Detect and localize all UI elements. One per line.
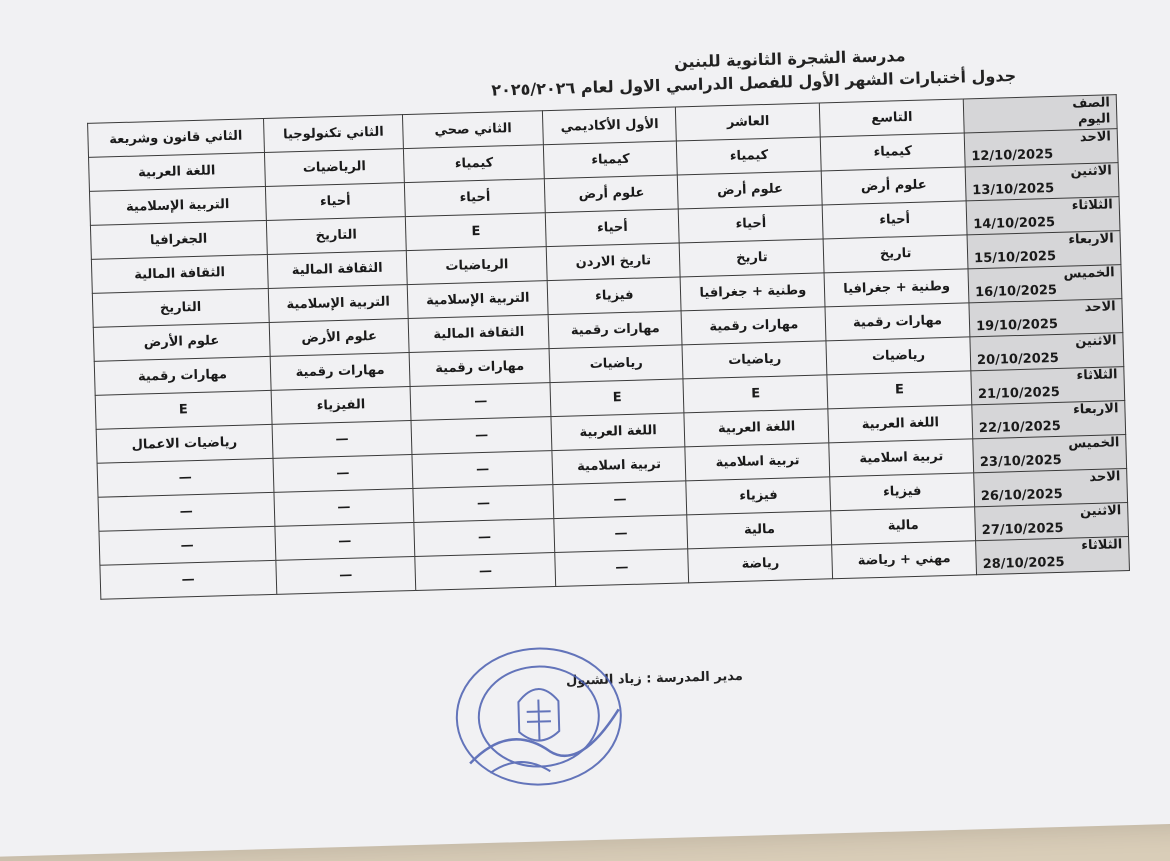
subject-cell: مهارات رقمية	[409, 349, 550, 387]
subject-cell: الفيزياء	[271, 387, 412, 425]
day-date-cell	[964, 129, 1118, 167]
subject-cell: كيمياء	[543, 141, 677, 179]
day-name: الاحد	[1079, 129, 1112, 146]
exam-date: 21/10/2025	[977, 384, 1061, 403]
day-date-cell	[966, 197, 1120, 235]
day-name: الاربعاء	[1068, 231, 1114, 248]
day-name: الاحد	[1084, 299, 1116, 316]
school-name: مدرسة الشجرة الثانوية للبنين	[673, 46, 906, 72]
subject-cell: رياضيات الاعمال	[96, 424, 272, 463]
day-date-cell	[972, 401, 1126, 439]
subject-cell: —	[554, 515, 688, 553]
document-body	[86, 40, 1140, 689]
column-header: الأول الأكاديمي	[542, 107, 676, 145]
exam-date: 19/10/2025	[975, 316, 1059, 335]
subject-cell: كيمياء	[677, 137, 822, 175]
subject-cell: —	[555, 549, 689, 587]
day-date-cell	[974, 469, 1128, 507]
subject-cell: —	[414, 519, 555, 557]
corner-grade-label: الصف	[1072, 95, 1111, 112]
exam-date: 26/10/2025	[980, 486, 1063, 505]
day-name: الاربعاء	[1072, 401, 1119, 418]
day-date-cell	[970, 333, 1124, 371]
subject-cell: —	[411, 417, 552, 455]
subject-cell: —	[274, 522, 415, 560]
subject-cell: التاريخ	[266, 217, 407, 255]
subject-cell: —	[413, 485, 554, 523]
subject-cell: —	[100, 560, 276, 599]
subject-cell: —	[98, 492, 274, 531]
subject-cell: مهارات رقمية	[681, 307, 826, 345]
exam-date: 12/10/2025	[971, 146, 1054, 165]
subject-cell: اللغة العربية	[551, 413, 685, 451]
day-name: الاثنين	[1075, 333, 1117, 350]
subject-cell: أحياء	[405, 179, 546, 217]
subject-cell: —	[272, 420, 413, 458]
subject-cell: التاريخ	[92, 288, 268, 327]
subject-cell: رياضيات	[549, 345, 683, 383]
subject-cell: E	[683, 375, 828, 413]
subject-cell: —	[415, 553, 556, 591]
exam-date: 22/10/2025	[978, 418, 1061, 437]
subject-cell: —	[410, 383, 551, 421]
day-date-cell	[967, 231, 1121, 269]
exam-date: 20/10/2025	[976, 350, 1060, 369]
subject-cell: تاريخ	[680, 239, 825, 277]
subject-cell: تاريخ	[823, 235, 968, 273]
column-header: الثاني صحي	[403, 111, 544, 149]
subject-cell: E	[95, 390, 271, 429]
exam-date: 23/10/2025	[979, 452, 1062, 471]
subject-cell: مهارات رقمية	[825, 303, 970, 341]
subject-cell: مهارات رقمية	[94, 356, 270, 395]
subject-cell: الثقافة المالية	[408, 315, 549, 353]
subject-cell: تربية اسلامية	[685, 443, 830, 481]
schedule-title: جدول أختبارات الشهر الأول للفصل الدراسي الاول لعام ٢٠٢٥/٢٠٢٦	[491, 65, 1017, 100]
subject-cell: الرياضيات	[407, 247, 548, 285]
day-date-cell	[976, 537, 1130, 575]
subject-cell: أحياء	[679, 205, 824, 243]
exam-date: 14/10/2025	[973, 214, 1056, 233]
column-header: الثاني قانون وشريعة	[88, 119, 264, 158]
subject-cell: E	[827, 371, 972, 409]
day-date-cell	[969, 299, 1123, 337]
subject-cell: —	[553, 481, 687, 519]
subject-cell: مهني + رياضة	[832, 541, 977, 579]
principal-signature-line: مدير المدرسة : زياد الشبول	[565, 668, 743, 689]
day-name: الاثنين	[1070, 163, 1113, 180]
subject-cell: مهارات رقمية	[270, 353, 411, 391]
subject-cell: —	[412, 451, 553, 489]
subject-cell: التربية الإسلامية	[408, 281, 549, 319]
day-name: الاثنين	[1079, 503, 1122, 520]
subject-cell: كيمياء	[404, 145, 545, 183]
subject-cell: فيزياء	[686, 477, 831, 515]
subject-cell: مالية	[687, 511, 832, 549]
subject-cell: رياضة	[688, 545, 833, 583]
subject-cell: أحياء	[822, 201, 967, 239]
subject-cell: الثقافة المالية	[91, 254, 267, 293]
day-name: الاحد	[1089, 469, 1121, 486]
column-header: الثاني تكنولوجيا	[263, 115, 404, 153]
subject-cell: التربية الإسلامية	[89, 186, 265, 225]
subject-cell: مهارات رقمية	[548, 311, 682, 349]
exam-date: 27/10/2025	[981, 520, 1064, 539]
day-name: الخميس	[1068, 435, 1120, 452]
subject-cell: علوم أرض	[821, 167, 966, 205]
day-date-cell	[968, 265, 1122, 303]
subject-cell: اللغة العربية	[684, 409, 829, 447]
corner-day-label: اليوم	[1077, 111, 1111, 128]
subject-cell: —	[274, 488, 415, 526]
exam-date: 15/10/2025	[973, 248, 1057, 267]
day-name: الثلاثاء	[1076, 367, 1118, 384]
subject-cell: —	[97, 458, 273, 497]
column-header: العاشر	[676, 103, 821, 141]
school-stamp-seal	[447, 639, 631, 794]
subject-cell: علوم أرض	[678, 171, 823, 209]
subject-cell: تربية اسلامية	[552, 447, 686, 485]
subject-cell: رياضيات	[682, 341, 827, 379]
exam-date: 28/10/2025	[982, 554, 1065, 573]
subject-cell: —	[273, 454, 414, 492]
subject-cell: تاريخ الاردن	[546, 243, 680, 281]
column-header: التاسع	[820, 99, 965, 137]
subject-cell: فيزياء	[830, 473, 975, 511]
subject-cell: —	[99, 526, 275, 565]
subject-cell: الثقافة المالية	[267, 251, 408, 289]
subject-cell: اللغة العربية	[828, 405, 973, 443]
subject-cell: علوم الأرض	[269, 319, 410, 357]
day-date-cell	[971, 367, 1125, 405]
day-name: الثلاثاء	[1071, 197, 1113, 214]
exam-date: 16/10/2025	[974, 282, 1058, 301]
subject-cell: E	[550, 379, 684, 417]
exam-date: 13/10/2025	[972, 180, 1055, 199]
subject-cell: رياضيات	[826, 337, 971, 375]
subject-cell: الجغرافيا	[90, 220, 266, 259]
day-date-cell	[965, 163, 1119, 201]
subject-cell: —	[275, 556, 416, 594]
day-date-cell	[973, 435, 1127, 473]
day-name: الثلاثاء	[1081, 537, 1123, 554]
subject-cell: التربية الإسلامية	[268, 285, 409, 323]
subject-cell: E	[406, 213, 547, 251]
day-date-cell	[975, 503, 1129, 541]
day-name: الخميس	[1063, 265, 1115, 282]
subject-cell: كيمياء	[820, 133, 965, 171]
exam-schedule-table	[87, 94, 1130, 600]
subject-cell: وطنية + جغرافيا	[824, 269, 969, 307]
subject-cell: اللغة العربية	[89, 153, 265, 192]
subject-cell: علوم أرض	[544, 175, 678, 213]
corner-cell	[963, 95, 1117, 133]
subject-cell: وطنية + جغرافيا	[681, 273, 826, 311]
subject-cell: مالية	[831, 507, 976, 545]
subject-cell: علوم الأرض	[93, 322, 269, 361]
subject-cell: فيزياء	[547, 277, 681, 315]
subject-cell: تربية اسلامية	[829, 439, 974, 477]
subject-cell: أحياء	[265, 183, 406, 221]
subject-cell: الرياضيات	[264, 149, 405, 187]
subject-cell: أحياء	[545, 209, 679, 247]
